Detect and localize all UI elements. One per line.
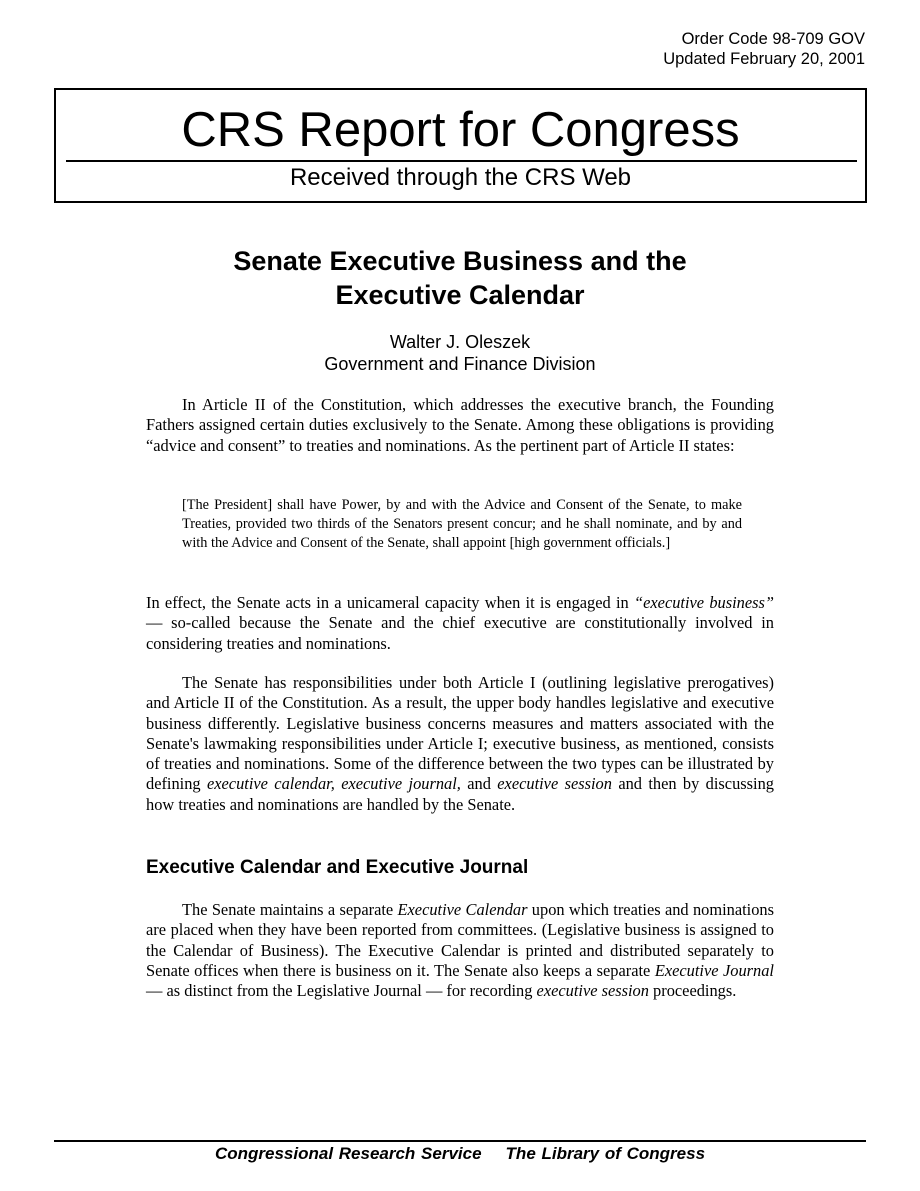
- paragraph-3-emphasis-2: executive session: [497, 774, 612, 794]
- paragraph-3-part-b: and: [460, 774, 498, 794]
- document-title: [0, 244, 920, 312]
- paragraph-4-part-b: upon which treaties and nominations are placed when they have been reported from committees. (Legislative business is assigned to the Calendar of Business). The Executive Calendar is printed and distributed separately to Senate offices when there is business on it. The Senate also keeps a separate: [146, 900, 774, 980]
- paragraph-4-emphasis-1: Executive Calendar: [397, 900, 528, 919]
- author-name: Walter J. Oleszek: [389, 332, 531, 352]
- order-code: Order Code 98-709 GOV: [681, 30, 865, 48]
- document-title-line1: Senate Executive Business and the: [233, 246, 687, 276]
- paragraph-2-part-b: — so-called because the Senate and the chief executive are constitutionally involved in considering treaties and nominations.: [146, 613, 774, 653]
- paragraph-4: [146, 900, 774, 1001]
- paragraph-4-emphasis-3: executive session: [536, 981, 649, 1001]
- paragraph-4-part-a: The Senate maintains a separate: [182, 900, 398, 919]
- paragraph-2-text: [146, 593, 774, 654]
- document-title-line2: Executive Calendar: [335, 280, 585, 310]
- paragraph-4-part-c: — as distinct from the Legislative Journal — for recording: [146, 981, 537, 1001]
- constitution-quote: [182, 496, 742, 554]
- report-banner: [54, 88, 867, 203]
- author-division: Government and Finance Division: [324, 354, 596, 374]
- footer-right: The Library of Congress: [505, 1144, 706, 1163]
- paragraph-4-part-d: proceedings.: [648, 981, 737, 1001]
- paragraph-4-text: [146, 900, 774, 1001]
- paragraph-3-part-c: and then by discussing how treaties and nominations are handled by the Senate.: [146, 774, 774, 814]
- banner-title: CRS Report for Congress: [181, 103, 740, 157]
- paragraph-2-part-a: In effect, the Senate acts in a unicameral capacity when it is engaged in: [146, 593, 634, 612]
- footer: [0, 1143, 920, 1165]
- paragraph-3-emphasis-1: executive calendar, executive journal,: [206, 774, 461, 794]
- paragraph-1: [146, 395, 774, 456]
- paragraph-3: [146, 673, 774, 815]
- banner-rule: [66, 160, 857, 162]
- section-heading: Executive Calendar and Executive Journal: [146, 857, 529, 878]
- footer-rule: [54, 1140, 866, 1142]
- paragraph-3-text: [146, 673, 774, 815]
- footer-left: Congressional Research Service: [214, 1144, 482, 1163]
- paragraph-2: [146, 593, 774, 654]
- banner-subtitle: Received through the CRS Web: [289, 164, 632, 191]
- quote-text: [The President] shall have Power, by and with the Advice and Consent of the Senate, to make Treaties, provided two thirds of the Senators present concur; and he shall nominate, and by and with the Advice and Consent of the Senate, shall appoint [high government officials.]: [182, 497, 742, 552]
- paragraph-2-emphasis: “executive business”: [634, 593, 775, 612]
- paragraph-3-part-a: The Senate has responsibilities under both Article I (outlining legislative prerogatives) and Article II of the Constitution. As a result, the upper body handles legislative and executive business differently. Legislative business concerns measures and matters associated with the Senate's lawmaking responsibilities under Article I; executive business, as mentioned, consists of treaties and nominations. Some of the difference between the two types can be illustrated by defining: [146, 673, 774, 794]
- paragraph-1-text: In Article II of the Constitution, which addresses the executive branch, the Founding Fathers assigned certain duties exclusively to the Senate. Among these obligations is providing “advice and consent” to treaties and nominations. As the pertinent part of Article II states:: [146, 395, 774, 455]
- updated-date: Updated February 20, 2001: [663, 50, 865, 68]
- order-code-block: [663, 29, 865, 69]
- paragraph-4-emphasis-2: Executive Journal: [654, 960, 774, 980]
- author-block: [0, 331, 920, 375]
